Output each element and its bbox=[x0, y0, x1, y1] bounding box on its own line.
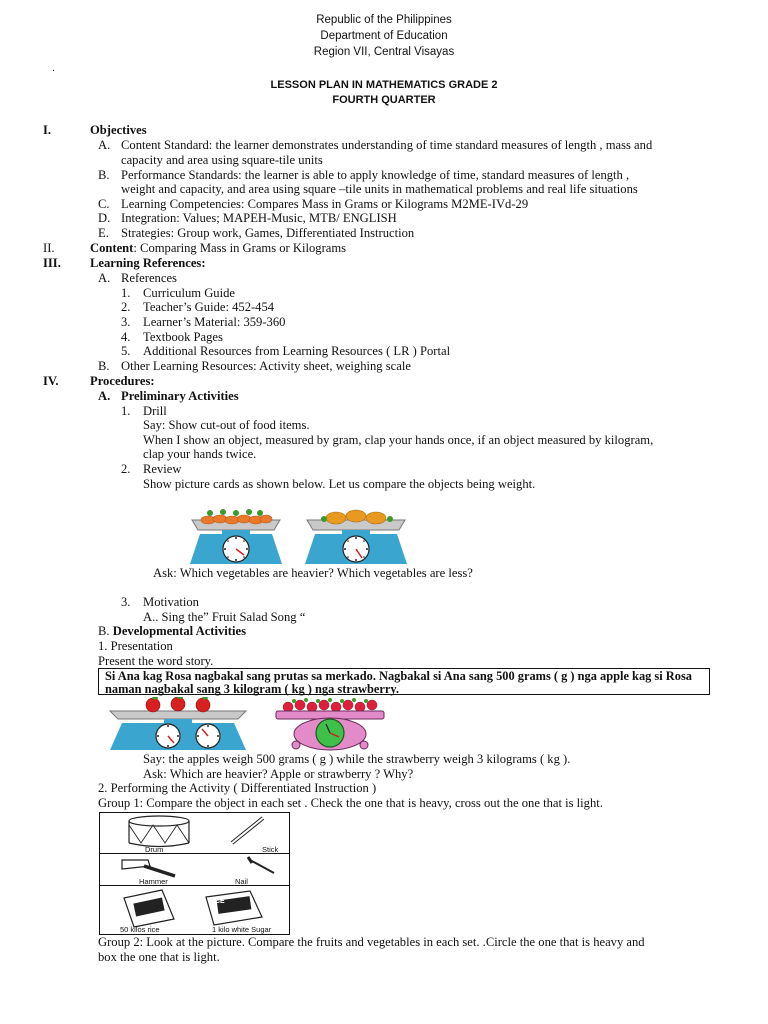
hammer-caption: Hammer bbox=[139, 877, 168, 886]
ref-num: 3. bbox=[121, 315, 131, 329]
ref-item: Learner’s Material: 359-360 bbox=[143, 315, 286, 329]
objective-letter: C. bbox=[98, 197, 110, 211]
section-num-procedures: IV. bbox=[43, 374, 59, 388]
content-label: Content bbox=[90, 241, 134, 255]
sugar-bag-icon bbox=[206, 891, 262, 925]
header-department: Department of Education bbox=[320, 30, 448, 42]
objective-letter: B. bbox=[98, 168, 110, 182]
ref-item: Curriculum Guide bbox=[143, 286, 235, 300]
objective-line: weight and capacity, and area using square –tile units in mathematical problems and real life situations bbox=[121, 182, 638, 196]
motivation-song: A.. Sing the” Fruit Salad Song “ bbox=[143, 610, 306, 624]
ref-item: Textbook Pages bbox=[143, 330, 223, 344]
objective-letter: E. bbox=[98, 226, 109, 240]
performing-activity: 2. Performing the Activity ( Differentiated Instruction ) bbox=[98, 781, 377, 795]
hammer-icon bbox=[122, 860, 175, 876]
ref-item: Additional Resources from Learning Resources ( LR ) Portal bbox=[143, 344, 451, 358]
nail-icon bbox=[248, 857, 274, 873]
review-text: Show picture cards as shown below. Let us compare the objects being weight. bbox=[143, 477, 536, 491]
motivation-num: 3. bbox=[121, 595, 131, 609]
objective-letter: D. bbox=[98, 211, 111, 225]
content-text: : Comparing Mass in Grams or Kilograms bbox=[133, 241, 347, 255]
stick-caption: Stick bbox=[262, 845, 279, 854]
rice-caption: 50 kilos rice bbox=[120, 925, 160, 934]
header-bullet: . bbox=[52, 62, 56, 74]
review-num: 2. bbox=[121, 462, 131, 476]
group2-instruction: Group 2: Look at the picture. Compare the fruits and vegetables in each set. .Circle the one that is heavy and bbox=[98, 935, 645, 949]
review-label: Review bbox=[143, 462, 182, 476]
objective-letter: A. bbox=[98, 138, 111, 152]
ref-a-label: References bbox=[121, 271, 177, 285]
procedures-heading: Procedures: bbox=[90, 374, 155, 388]
preliminary-heading: Preliminary Activities bbox=[121, 389, 239, 403]
drill-num: 1. bbox=[121, 404, 131, 418]
drill-line: When I show an object, measured by gram, clap your hands once, if an object measured by kilogram, bbox=[143, 433, 654, 447]
header-region: Region VII, Central Visayas bbox=[313, 46, 455, 58]
proc-a-letter: A. bbox=[98, 389, 111, 403]
nail-caption: Nail bbox=[235, 877, 248, 886]
ref-a-letter: A. bbox=[98, 271, 111, 285]
sugar-caption: 1 kilo white Sugar bbox=[212, 925, 272, 934]
presentation-label: 1. Presentation bbox=[98, 639, 173, 653]
fruit-scales-picture bbox=[108, 697, 408, 751]
objective-line: Learning Competencies: Compares Mass in Grams or Kilograms M2ME-IVd-29 bbox=[121, 197, 529, 211]
section-num-objectives: I. bbox=[43, 123, 52, 137]
ref-b-letter: B. bbox=[98, 359, 110, 373]
dev-letter: B. bbox=[98, 624, 110, 638]
objective-line: Content Standard: the learner demonstrates understanding of time standard measures of length , mass and bbox=[121, 138, 653, 152]
compare-objects-box bbox=[99, 812, 316, 935]
ref-b-text: Other Learning Resources: Activity sheet, weighing scale bbox=[121, 359, 411, 373]
quarter-title: FOURTH QUARTER bbox=[332, 94, 436, 106]
drum-icon bbox=[129, 816, 189, 847]
developmental-line bbox=[98, 624, 246, 639]
review-ask: Ask: Which vegetables are heavier? Which vegetables are less? bbox=[153, 566, 473, 580]
ref-item: Teacher’s Guide: 452-454 bbox=[143, 300, 275, 314]
ref-num: 1. bbox=[121, 286, 131, 300]
apple-scale bbox=[110, 697, 246, 750]
objective-line: Performance Standards: the learner is able to apply knowledge of time, standard measures of length , bbox=[121, 168, 630, 182]
motivation-label: Motivation bbox=[143, 595, 199, 609]
vegetable-scale-right bbox=[305, 510, 407, 564]
rice-bag-icon bbox=[124, 890, 174, 927]
group2-instruction-cont: box the one that is light. bbox=[98, 950, 220, 964]
drill-say: Say: Show cut-out of food items. bbox=[143, 418, 310, 432]
content-line bbox=[90, 241, 346, 256]
ask-heavier: Ask: Which are heavier? Apple or strawberry ? Why? bbox=[143, 767, 414, 781]
say-apples: Say: the apples weigh 500 grams ( g ) while the strawberry weigh 3 kilograms ( kg ). bbox=[143, 752, 571, 766]
sugar-bag-label: SUGAR bbox=[290, 896, 316, 903]
objective-line: capacity and area using square-tile units bbox=[121, 153, 323, 167]
word-story-box: Si Ana kag Rosa nagbakal sang prutas sa merkado. Nagbakal si Ana sang 500 grams ( g ) nga apple kag si Rosa naman nagbakal sang 3 kilogram ( kg ) nga strawberry. bbox=[98, 668, 710, 695]
ref-num: 4. bbox=[121, 330, 131, 344]
drill-label: Drill bbox=[143, 404, 167, 418]
vegetable-scale-left bbox=[190, 509, 282, 564]
objectives-heading: Objectives bbox=[90, 123, 147, 137]
ref-num: 2. bbox=[121, 300, 131, 314]
objective-line: Strategies: Group work, Games, Differentiated Instruction bbox=[121, 226, 415, 240]
header-republic: Republic of the Philippines bbox=[316, 14, 452, 26]
objective-line: Integration: Values; MAPEH-Music, MTB/ ENGLISH bbox=[121, 211, 397, 225]
stick-icon bbox=[232, 818, 263, 843]
lesson-title: LESSON PLAN IN MATHEMATICS GRADE 2 bbox=[270, 79, 498, 91]
vegetable-scales-picture bbox=[186, 506, 411, 566]
developmental-heading: Developmental Activities bbox=[112, 624, 246, 638]
section-num-content: II. bbox=[43, 241, 55, 255]
ref-num: 5. bbox=[121, 344, 131, 358]
drill-line: clap your hands twice. bbox=[143, 447, 257, 461]
strawberry-scale bbox=[276, 698, 384, 750]
group1-instruction: Group 1: Compare the object in each set . Check the one that is heavy, cross out the one that is light. bbox=[98, 796, 603, 810]
present-text: Present the word story. bbox=[98, 654, 214, 668]
section-num-references: III. bbox=[43, 256, 61, 270]
rice-bag-label: RICE bbox=[208, 898, 225, 905]
compare-objects-drawing bbox=[100, 813, 289, 934]
drum-caption: Drum bbox=[145, 845, 164, 854]
learning-references-heading: Learning References: bbox=[90, 256, 206, 270]
